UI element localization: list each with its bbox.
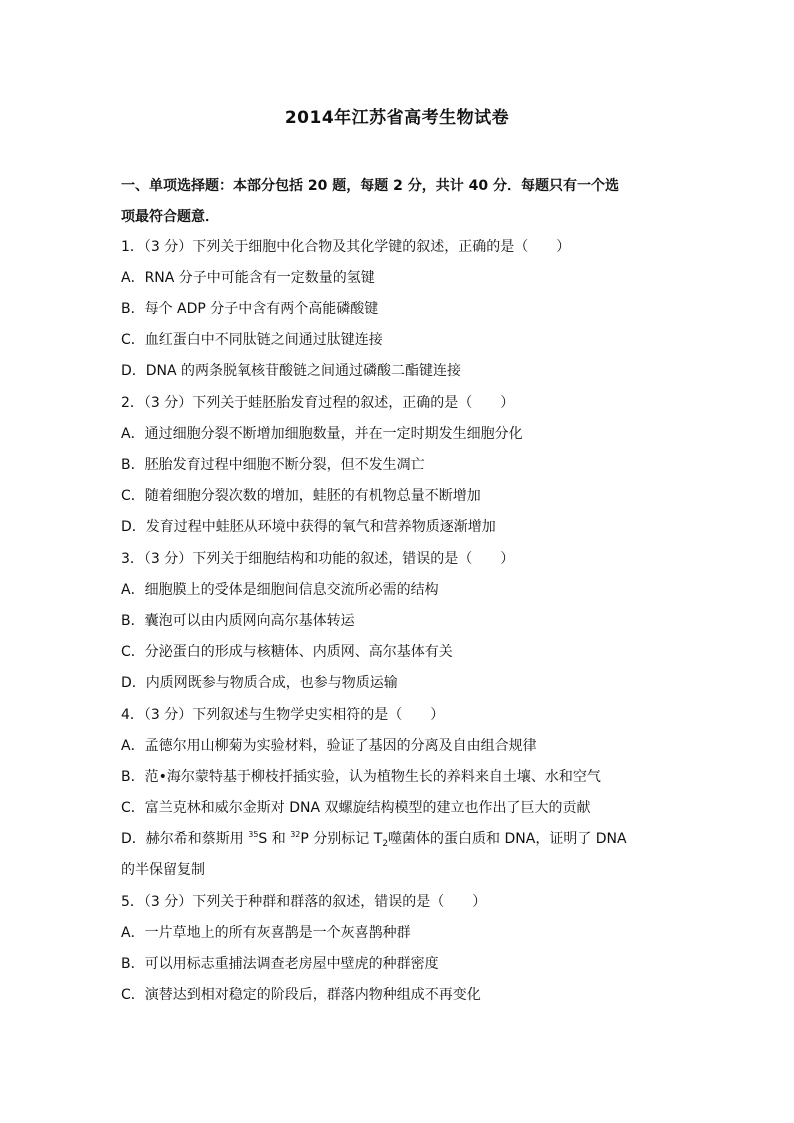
question-1-option-c: C．血红蛋白中不同肽链之间通过肽键连接 xyxy=(121,332,383,348)
question-4-stem: 4．（3 分）下列叙述与生物学史实相符的是（ ） xyxy=(121,707,445,723)
question-4-option-b: B．范•海尔蒙特基于柳枝扦插实验，认为植物生长的养料来自土壤、水和空气 xyxy=(121,769,601,785)
question-3-option-b: B．囊泡可以由内质网向高尔基体转运 xyxy=(121,613,355,629)
question-5-option-c: C．演替达到相对稳定的阶段后，群落内物种组成不再变化 xyxy=(121,987,481,1003)
question-5-option-a: A．一片草地上的所有灰喜鹊是一个灰喜鹊种群 xyxy=(121,925,411,941)
question-4-option-a: A．孟德尔用山柳菊为实验材料，验证了基因的分离及自由组合规律 xyxy=(121,738,537,754)
section-heading-line2: 项最符合题意． xyxy=(121,209,219,225)
isotope-32-superscript: 32 xyxy=(290,830,301,839)
question-4-option-c: C．富兰克林和威尔金斯对 DNA 双螺旋结构模型的建立也作出了巨大的贡献 xyxy=(121,800,591,816)
exam-title: 2014年江苏省高考生物试卷 xyxy=(284,108,510,128)
t2-subscript: 2 xyxy=(382,839,389,849)
question-3-option-c: C．分泌蛋白的形成与核糖体、内质网、高尔基体有关 xyxy=(121,644,453,660)
question-2-option-d: D．发育过程中蛙胚从环境中获得的氧气和营养物质逐渐增加 xyxy=(121,519,496,535)
question-2-option-a: A．通过细胞分裂不断增加细胞数量，并在一定时期发生细胞分化 xyxy=(121,426,523,442)
question-1-option-d: D．DNA 的两条脱氧核苷酸链之间通过磷酸二酯键连接 xyxy=(121,363,462,379)
option-d-prefix: D．赫尔希和蔡斯用 xyxy=(121,831,249,847)
isotope-35-superscript: 35 xyxy=(248,830,259,839)
question-4-option-d-line2: 的半保留复制 xyxy=(121,862,205,878)
question-4-option-d xyxy=(121,830,721,848)
question-3-stem: 3．（3 分）下列关于细胞结构和功能的叙述，错误的是（ ） xyxy=(121,551,515,567)
question-1-option-b: B．每个 ADP 分子中含有两个高能磷酸键 xyxy=(121,301,379,317)
question-1-option-a: A．RNA 分子中可能含有一定数量的氢键 xyxy=(121,270,375,286)
question-3-option-a: A．细胞膜上的受体是细胞间信息交流所必需的结构 xyxy=(121,582,439,598)
option-d-mid2: P 分别标记 T xyxy=(300,831,383,847)
question-5-stem: 5．（3 分）下列关于种群和群落的叙述，错误的是（ ） xyxy=(121,894,487,910)
option-d-tail: 噬菌体的蛋白质和 DNA，证明了 DNA xyxy=(388,831,627,847)
question-2-option-b: B．胚胎发育过程中细胞不断分裂，但不发生凋亡 xyxy=(121,457,425,473)
option-d-mid1: S 和 xyxy=(258,831,291,847)
question-2-option-c: C．随着细胞分裂次数的增加，蛙胚的有机物总量不断增加 xyxy=(121,488,481,504)
question-2-stem: 2．（3 分）下列关于蛙胚胎发育过程的叙述，正确的是（ ） xyxy=(121,395,515,411)
question-5-option-b: B．可以用标志重捕法调查老房屋中壁虎的种群密度 xyxy=(121,956,439,972)
section-heading-line1: 一、单项选择题：本部分包括 20 题，每题 2 分，共计 40 分．每题只有一个选 xyxy=(121,178,619,194)
question-3-option-d: D．内质网既参与物质合成，也参与物质运输 xyxy=(121,675,398,691)
question-1-stem: 1．（3 分）下列关于细胞中化合物及其化学键的叙述，正确的是（ ） xyxy=(121,239,571,255)
